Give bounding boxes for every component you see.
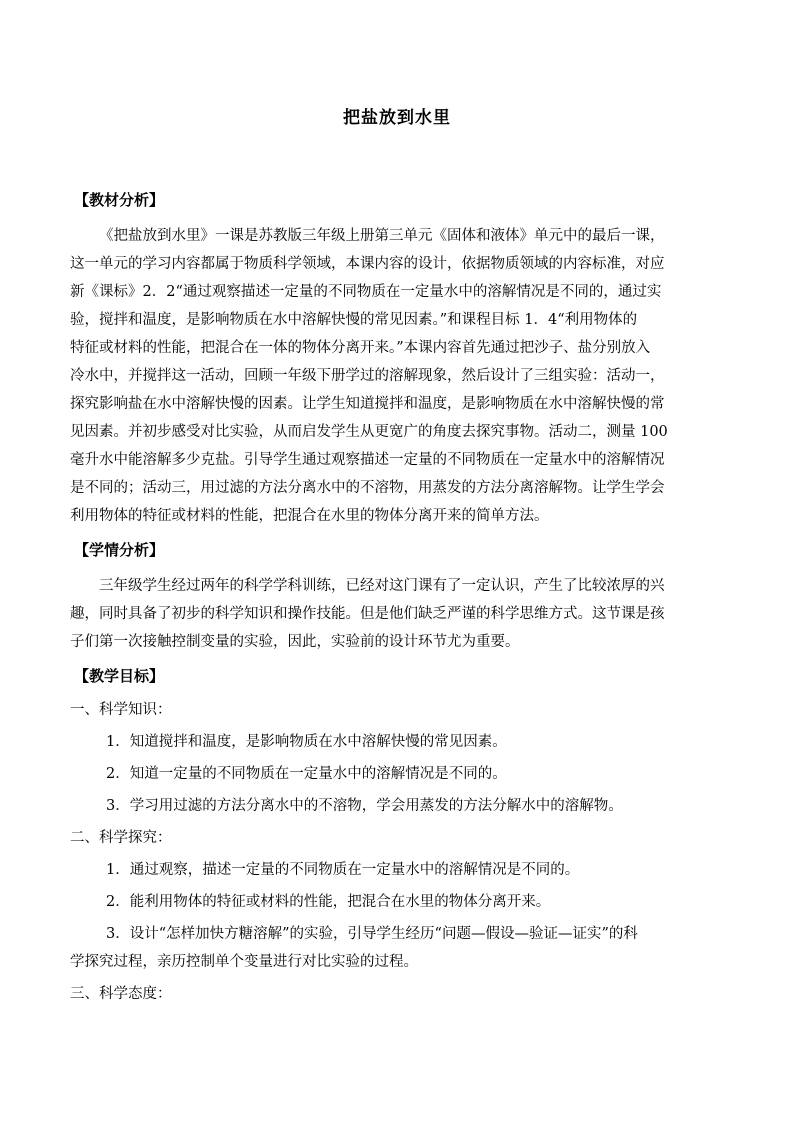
goal-list-inquiry [70, 856, 728, 976]
goal-category-inquiry: 二、科学探究： [70, 830, 172, 846]
paragraph-line: 毫升水中能溶解多少克盐。引导学生通过观察描述一定量的不同物质在一定量水中的溶解情况 [70, 452, 665, 468]
analysis-paragraph [70, 222, 728, 530]
page-title: 把盐放到水里 [343, 108, 451, 128]
goal-item: 2．能利用物体的特征或材料的性能，把混合在水里的物体分离开来。 [106, 894, 551, 910]
section-heading-goals: 【教学目标】 [74, 667, 165, 685]
document-body [70, 186, 728, 1008]
goal-item: 1．知道搅拌和温度，是影响物质在水中溶解快慢的常见因素。 [106, 734, 507, 750]
goal-category-knowledge: 一、科学知识： [70, 702, 172, 718]
paragraph-line: 新《课标》2．2“通过观察描述一定量的不同物质在一定量水中的溶解情况是不同的，通过实 [70, 284, 662, 300]
section-heading-students: 【学情分析】 [74, 541, 165, 559]
students-paragraph [70, 572, 728, 656]
goal-list-knowledge [70, 728, 728, 820]
goal-item: 3．设计“怎样加快方糖溶解”的实验，引导学生经历“问题—假设—验证—证实”的科 [106, 926, 638, 942]
paragraph-line: 特征或材料的性能，把混合在一体的物体分离开来。”本课内容首先通过把沙子、盐分别放入 [70, 340, 651, 356]
paragraph-line: 这一单元的学习内容都属于物质科学领域，本课内容的设计，依据物质领域的内容标准，对应 [70, 256, 665, 272]
paragraph-line: 验，搅拌和温度，是影响物质在水中溶解快慢的常见因素。”和课程目标 1．4“利用物体的 [70, 312, 638, 328]
goal-category-attitude: 三、科学态度： [70, 986, 172, 1002]
paragraph-line: 《把盐放到水里》一课是苏教版三年级上册第三单元《固体和液体》单元中的最后一课， [99, 228, 665, 244]
section-heading-analysis: 【教材分析】 [74, 191, 165, 209]
paragraph-line: 冷水中，并搅拌这一活动，回顾一年级下册学过的溶解现象，然后设计了三组实验：活动一， [70, 368, 665, 384]
paragraph-line: 是不同的；活动三，用过滤的方法分离水中的不溶物，用蒸发的方法分离溶解物。让学生学会 [70, 480, 665, 496]
paragraph-line: 利用物体的特征或材料的性能，把混合在水里的物体分离开来的简单方法。 [70, 508, 549, 524]
paragraph-line: 子们第一次接触控制变量的实验，因此，实验前的设计环节尤为重要。 [70, 634, 520, 650]
paragraph-line: 趣，同时具备了初步的科学知识和操作技能。但是他们缺乏严谨的科学思维方式。这节课是孩 [70, 606, 665, 622]
goal-item: 2．知道一定量的不同物质在一定量水中的溶解情况是不同的。 [106, 766, 507, 782]
paragraph-line: 见因素。并初步感受对比实验，从而启发学生从更宽广的角度去探究事物。活动二，测量 100 [70, 424, 668, 440]
goal-item: 1．通过观察，描述一定量的不同物质在一定量水中的溶解情况是不同的。 [106, 862, 580, 878]
paragraph-line: 探究影响盐在水中溶解快慢的因素。让学生知道搅拌和温度，是影响物质在水中溶解快慢的常 [70, 396, 665, 412]
paragraph-line: 三年级学生经过两年的科学学科训练，已经对这门课有了一定认识，产生了比较浓厚的兴 [99, 578, 665, 594]
goal-item: 3．学习用过滤的方法分离水中的不溶物，学会用蒸发的方法分解水中的溶解物。 [106, 798, 623, 814]
goal-item-continuation: 学探究过程，亲历控制单个变量进行对比实验的过程。 [70, 954, 418, 970]
